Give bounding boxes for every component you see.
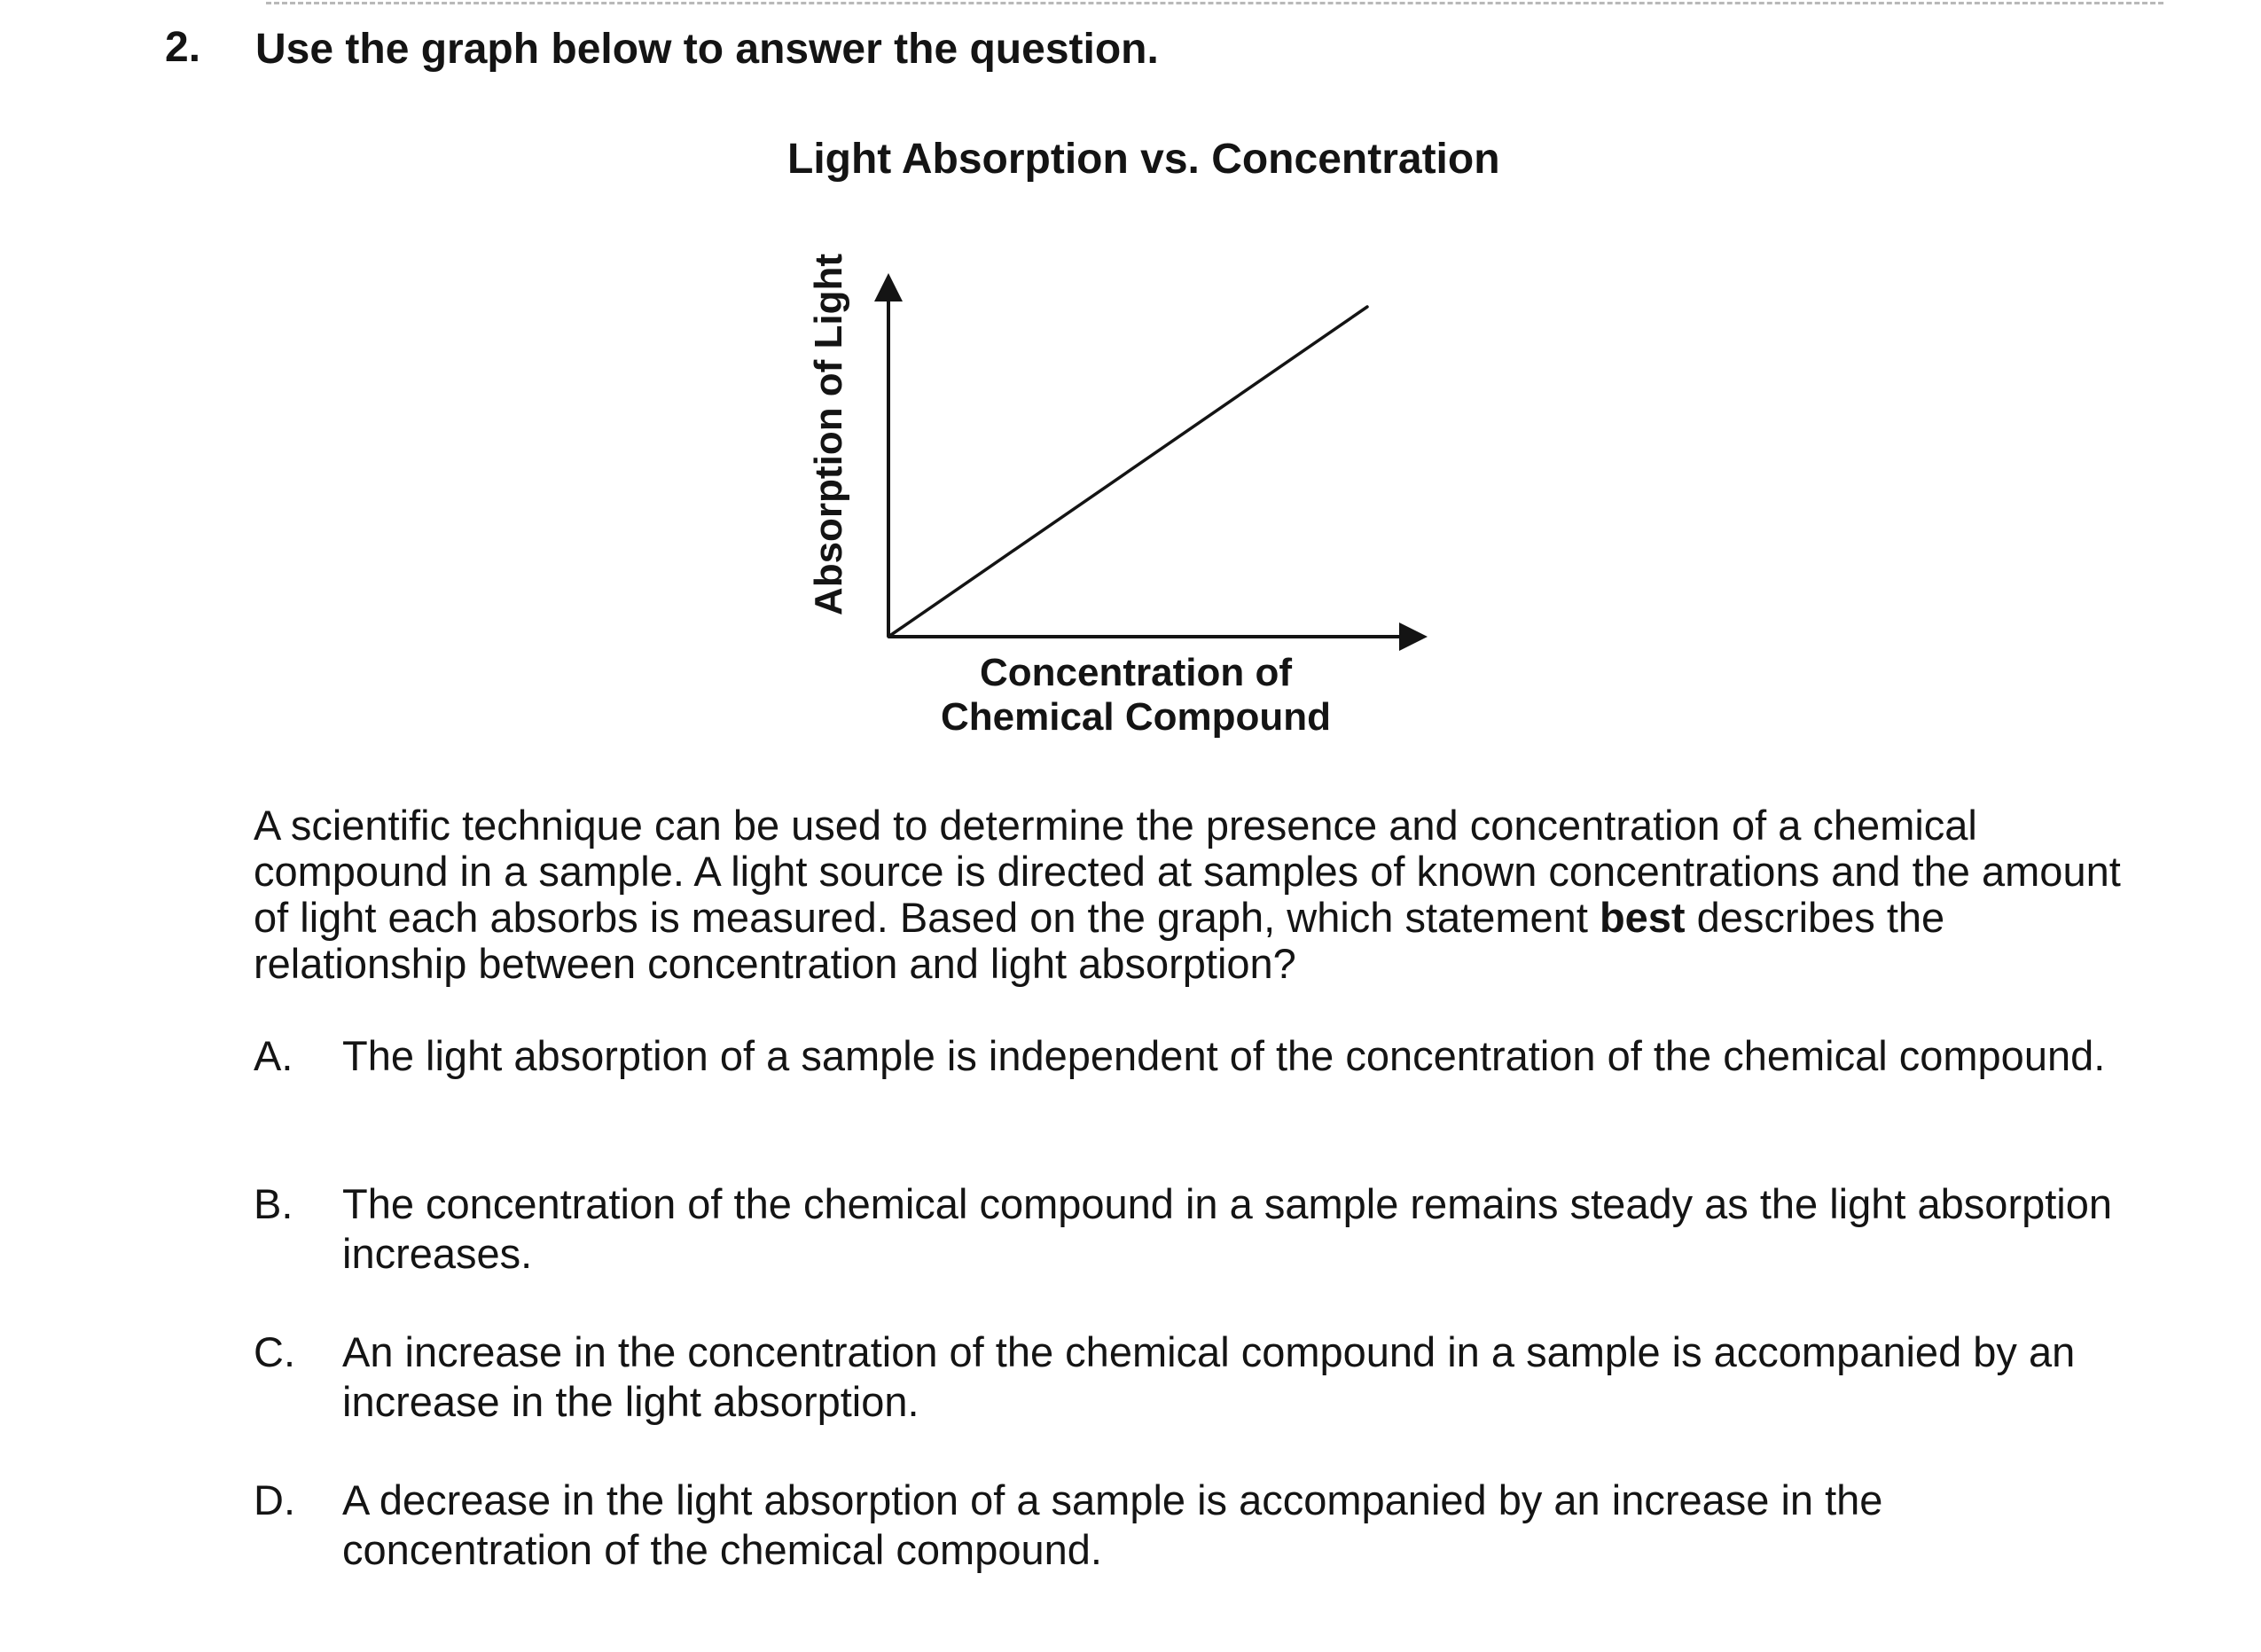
stem-text-1: A scientific technique can be used to determine the presence and concentration of a chemical compound in a sample. A light source is directed at samples of known concentrations and the amount of light each absorbs is measured. Based on the graph, which statement: [254, 802, 2121, 941]
x-axis-arrowhead: [1399, 622, 1428, 651]
answer-choice-d[interactable]: [254, 1476, 2124, 1575]
answer-choice-a[interactable]: [254, 1031, 2124, 1081]
stem-text-2: describes the relationship between concentration and light absorption?: [254, 894, 1945, 987]
choice-letter: A.: [254, 1032, 293, 1079]
y-axis-arrowhead: [874, 273, 903, 301]
chart-axes: [874, 273, 1428, 651]
choice-letter: B.: [254, 1180, 293, 1227]
x-axis-label-line-1: Concentration of: [980, 651, 1292, 694]
chart-title: Light Absorption vs. Concentration: [787, 136, 1500, 183]
x-axis-label: [936, 651, 1335, 740]
choice-text: The light absorption of a sample is independent of the concentration of the chemical compound.: [342, 1032, 2106, 1079]
answer-choice-c[interactable]: [254, 1327, 2124, 1427]
question-number: 2.: [165, 24, 201, 71]
stem-emphasis: best: [1599, 894, 1686, 941]
chart-series: [888, 307, 1367, 637]
choice-text: The concentration of the chemical compound in a sample remains steady as the light absorption increases.: [342, 1180, 2113, 1277]
question-prompt: Use the graph below to answer the question.: [255, 26, 1159, 73]
x-axis-label-line-2: Chemical Compound: [940, 695, 1332, 739]
choice-letter: D.: [254, 1476, 295, 1523]
choice-letter: C.: [254, 1328, 295, 1375]
question-stem: [254, 803, 2124, 987]
choice-text: A decrease in the light absorption of a sample is accompanied by an increase in the concentration of the chemical compound.: [342, 1476, 1883, 1573]
y-axis-label: Absorption of Light: [807, 253, 850, 616]
series-line-1: [888, 307, 1367, 637]
choice-text: An increase in the concentration of the chemical compound in a sample is accompanied by an increase in the light absorption.: [342, 1328, 2076, 1425]
answer-choice-b[interactable]: [254, 1179, 2124, 1279]
